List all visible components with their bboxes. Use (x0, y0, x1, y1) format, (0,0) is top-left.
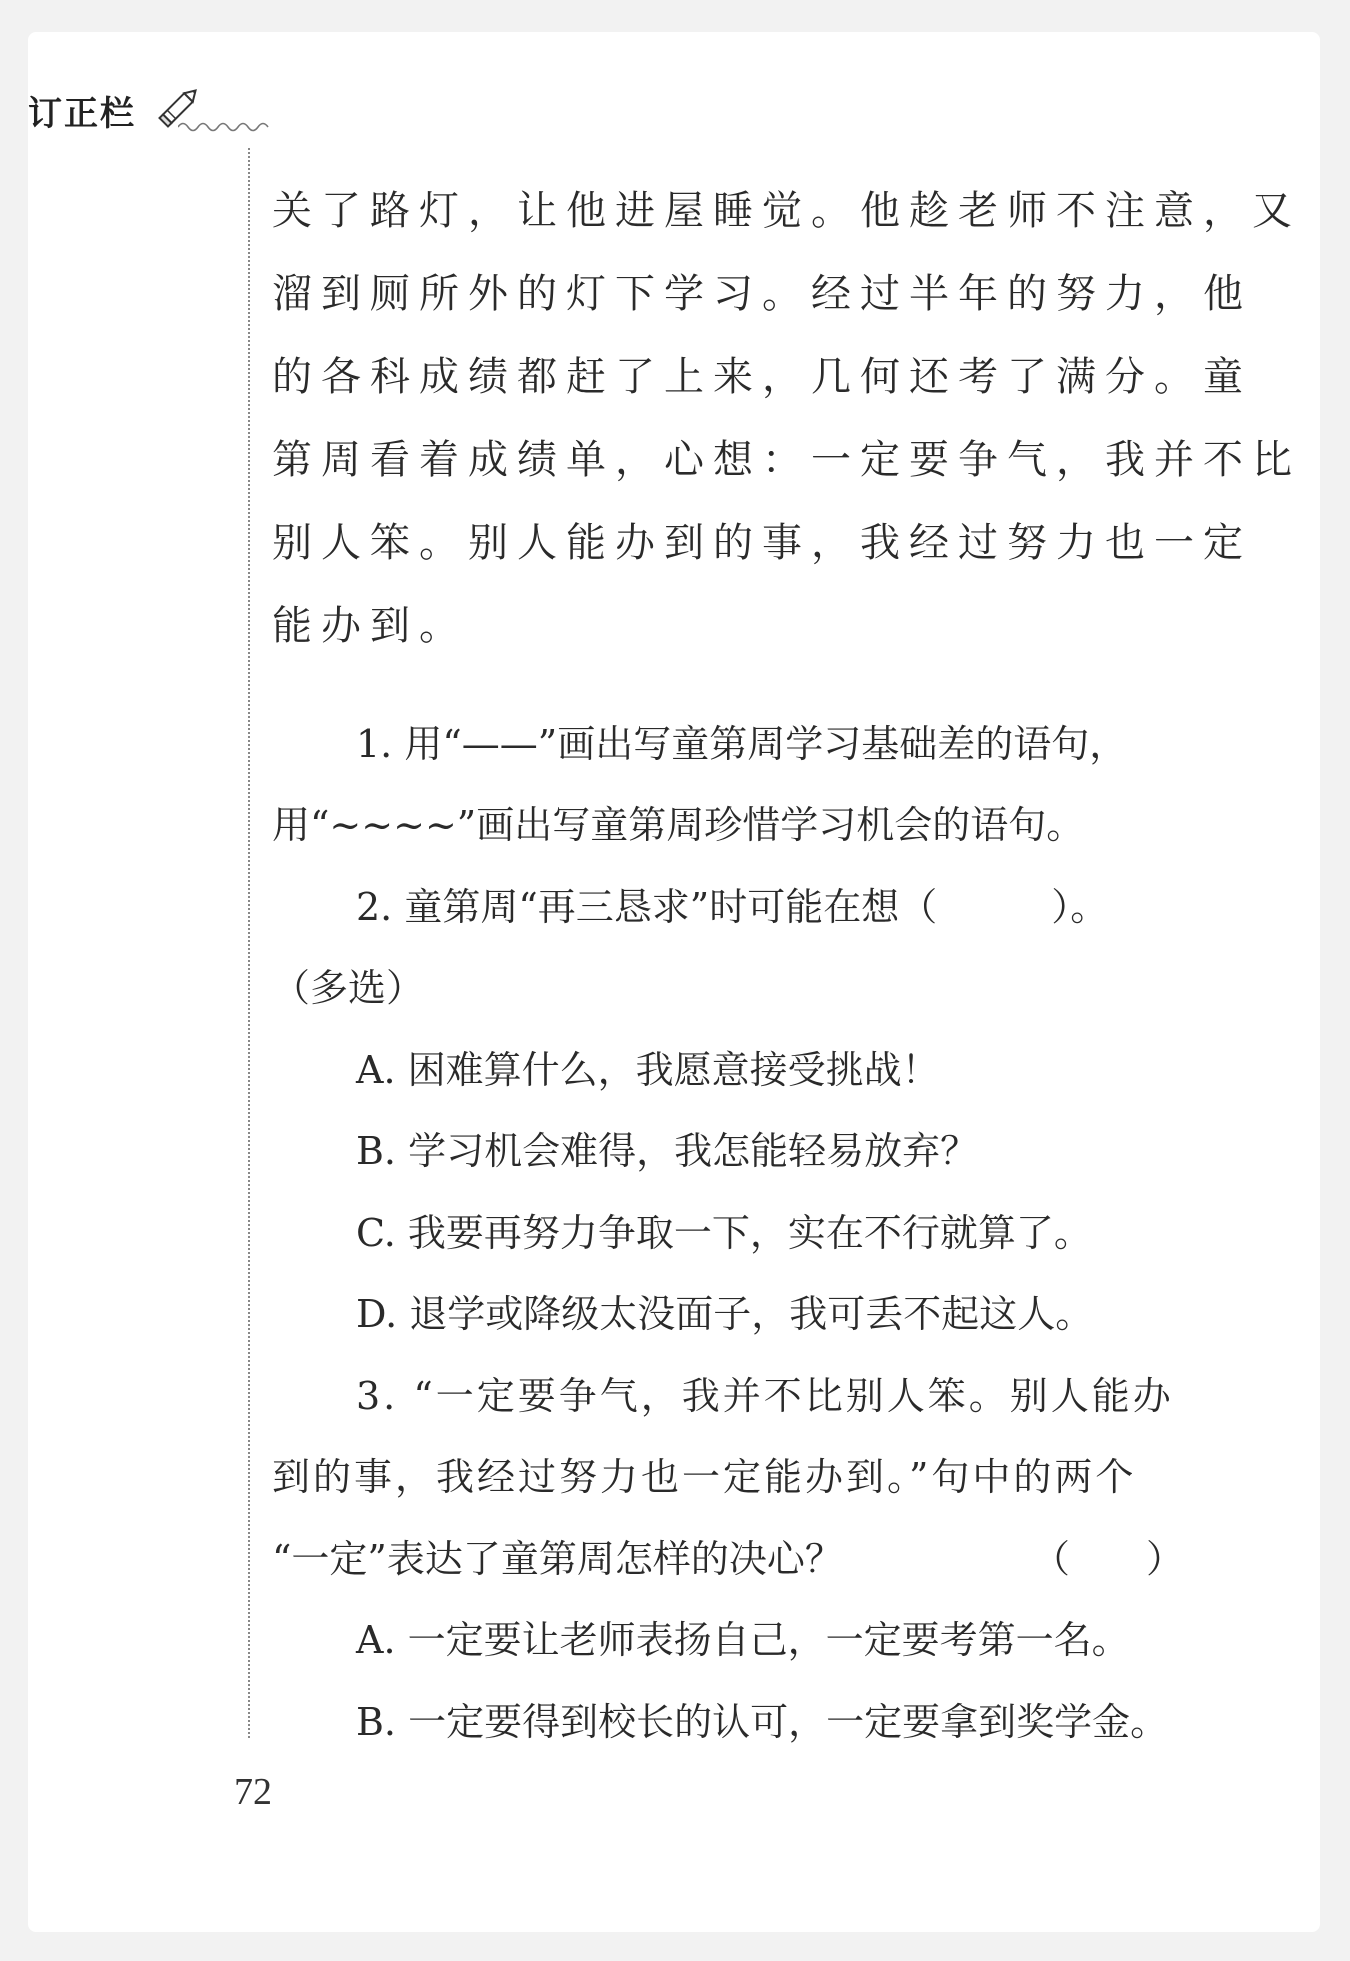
question-2-option-b: B. 学习机会难得，我怎能轻易放弃？ (356, 1129, 979, 1173)
question-2-option-d: D. 退学或降级太没面子，我可丢不起这人。 (356, 1292, 1094, 1336)
passage-line: 溜到厕所外的灯下学习。经过半年的努力，他 (272, 271, 1252, 317)
correction-column-label: 订正栏 (28, 94, 136, 134)
passage-line: 的各科成绩都赶了上来，几何还考了满分。童 (272, 354, 1252, 400)
question-3-line-1: 3. “一定要争气，我并不比别人笨。别人能办 (356, 1374, 1174, 1418)
question-3-option-a: A. 一定要让老师表扬自己，一定要考第一名。 (356, 1618, 1130, 1662)
passage-line: 能办到。 (272, 603, 468, 649)
reading-passage (272, 170, 1301, 668)
passage-line: 别人笨。别人能办到的事，我经过努力也一定 (272, 520, 1252, 566)
page-number: 72 (234, 1771, 272, 1813)
main-content (272, 170, 1301, 1744)
passage-line: 第周看着成绩单，心想：一定要争气，我并不比 (272, 437, 1301, 483)
passage-line: 关了路灯，让他进屋睡觉。他趁老师不注意，又 (272, 188, 1301, 234)
squiggle-decoration (178, 120, 270, 134)
question-1-line-1: 1. 用“——”画出写童第周学习基础差的语句， (356, 722, 1128, 766)
question-2-note: （多选） (272, 966, 425, 1010)
question-3-answer-blank: （ ） (1032, 1537, 1185, 1581)
question-2-option-a: A. 困难算什么，我愿意接受挑战！ (356, 1048, 940, 1092)
question-3-line-3: “一定”表达了童第周怎样的决心？ (272, 1537, 843, 1581)
question-3-line-2: 到的事，我经过努力也一定能办到。”句中的两个 (272, 1455, 1137, 1499)
question-3-option-b: B. 一定要得到校长的认可，一定要拿到奖学金。 (356, 1700, 1169, 1744)
question-2-stem: 2. 童第周“再三恳求”时可能在想（ ）。 (356, 885, 1109, 929)
question-2-option-c: C. 我要再努力争取一下，实在不行就算了。 (356, 1211, 1092, 1255)
dotted-margin-line (248, 148, 250, 1738)
question-1-line-2: 用“~~~~”画出写童第周珍惜学习机会的语句。 (272, 803, 1085, 847)
